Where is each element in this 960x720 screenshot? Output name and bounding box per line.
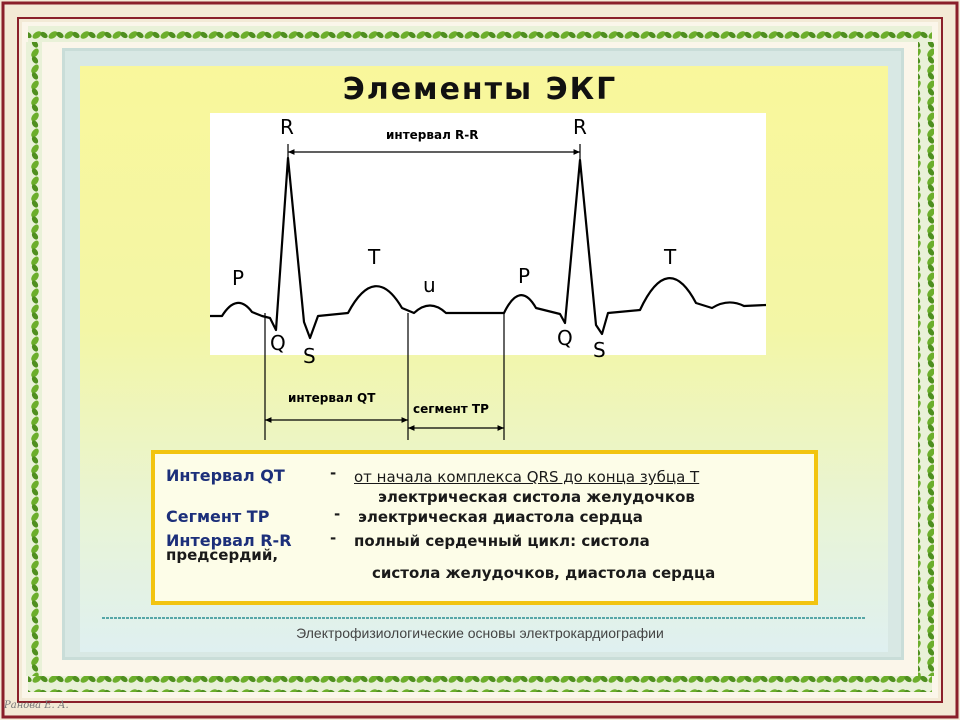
legend-rr-dash: -: [330, 529, 337, 547]
legend-tp-text: электрическая диастола сердца: [358, 508, 643, 526]
slide-footer: Электрофизиологические основы электрокардиографии: [296, 625, 664, 641]
label-t2: T: [664, 245, 677, 269]
legend-qt-term: Интервал QT: [166, 466, 285, 485]
label-t1: T: [368, 245, 381, 269]
label-q1: Q: [270, 331, 286, 355]
legend-tp-term: Сегмент ТР: [166, 507, 270, 526]
legend-rr-line1: полный сердечный цикл: систола: [354, 532, 650, 550]
label-r2: R: [573, 115, 587, 139]
slide-title: Элементы ЭКГ: [342, 72, 618, 107]
legend-tp-dash: -: [334, 505, 341, 523]
legend-qt-line2: электрическая систола желудочков: [378, 488, 695, 506]
legend-qt-line1: от начала комплекса QRS до конца зубца Т: [354, 468, 700, 486]
qt-interval-label: интервал QT: [288, 391, 376, 405]
author-signature: Ранова Е. А.: [4, 700, 69, 711]
footer-divider: [102, 617, 866, 619]
legend-rr-line1b: предсердий,: [166, 546, 279, 564]
rr-interval-label: интервал R-R: [386, 128, 479, 142]
legend-rr-line2: систола желудочков, диастола сердца: [372, 564, 716, 582]
legend-rr-term: Интервал R-R: [166, 531, 292, 550]
label-p1: P: [232, 266, 245, 290]
tp-segment-label: сегмент TP: [413, 402, 489, 416]
legend-qt-dash: -: [330, 464, 337, 482]
label-s2: S: [593, 338, 606, 362]
label-u: u: [423, 273, 436, 297]
label-q2: Q: [557, 326, 573, 350]
label-r1: R: [280, 115, 294, 139]
label-s1: S: [303, 344, 316, 368]
ecg-area: [210, 113, 766, 355]
label-p2: P: [518, 264, 531, 288]
